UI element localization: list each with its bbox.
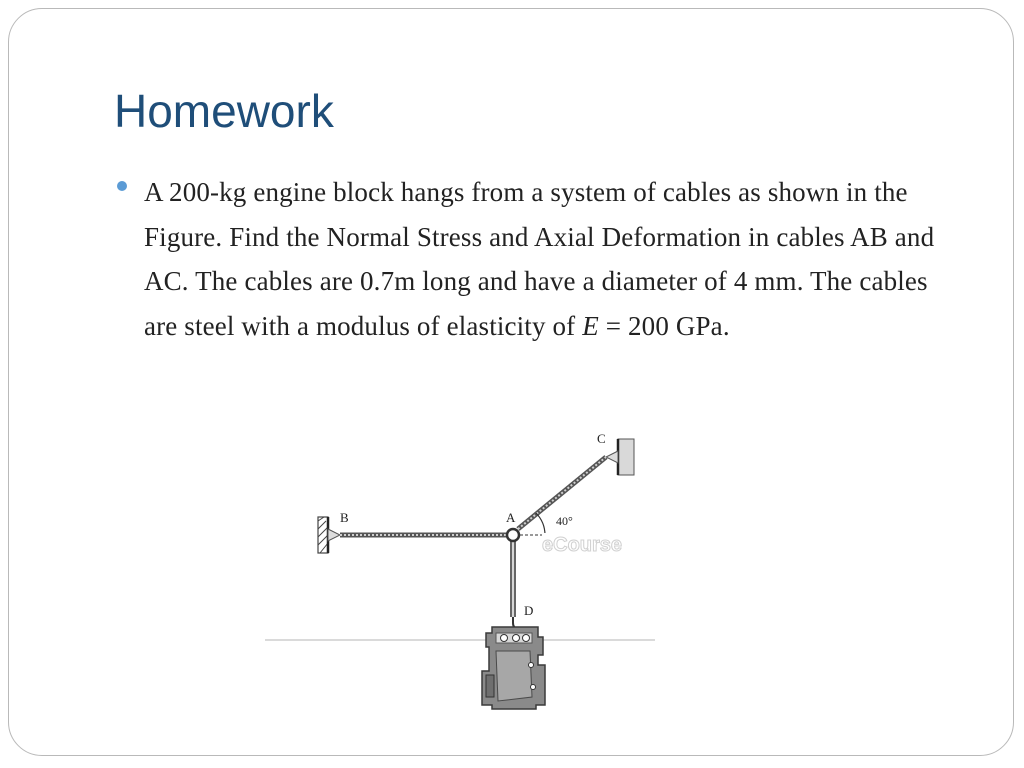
modulus-value-text: = 200 GPa. — [598, 310, 730, 341]
angle-label: 40° — [556, 514, 573, 528]
point-label-b: B — [340, 510, 349, 525]
bullet-item-problem-statement — [116, 170, 936, 348]
engine-block-icon — [482, 627, 545, 709]
wall-support-c-icon — [606, 439, 634, 475]
bullet-dot-icon — [117, 181, 127, 191]
point-label-c: C — [597, 431, 606, 446]
ring-a-icon — [507, 529, 519, 541]
cable-system-figure — [260, 425, 660, 715]
modulus-variable: E — [582, 310, 599, 341]
point-label-a: A — [506, 510, 516, 525]
problem-text: A 200-kg engine block hangs from a system of cables as shown in the Figure. Find the Normal Stress and Axial Deformation in cables AB and AC. The cables are 0.7m long and have a diameter of 4 mm. The cables are steel with a modulus of elasticity of — [144, 177, 935, 341]
wall-support-b-icon — [318, 517, 340, 553]
bullet-list — [116, 170, 936, 348]
watermark-text: eCourse — [542, 534, 623, 556]
point-label-d: D — [524, 603, 534, 618]
slide-title: Homework — [114, 85, 334, 137]
cable-system-diagram — [260, 425, 660, 715]
